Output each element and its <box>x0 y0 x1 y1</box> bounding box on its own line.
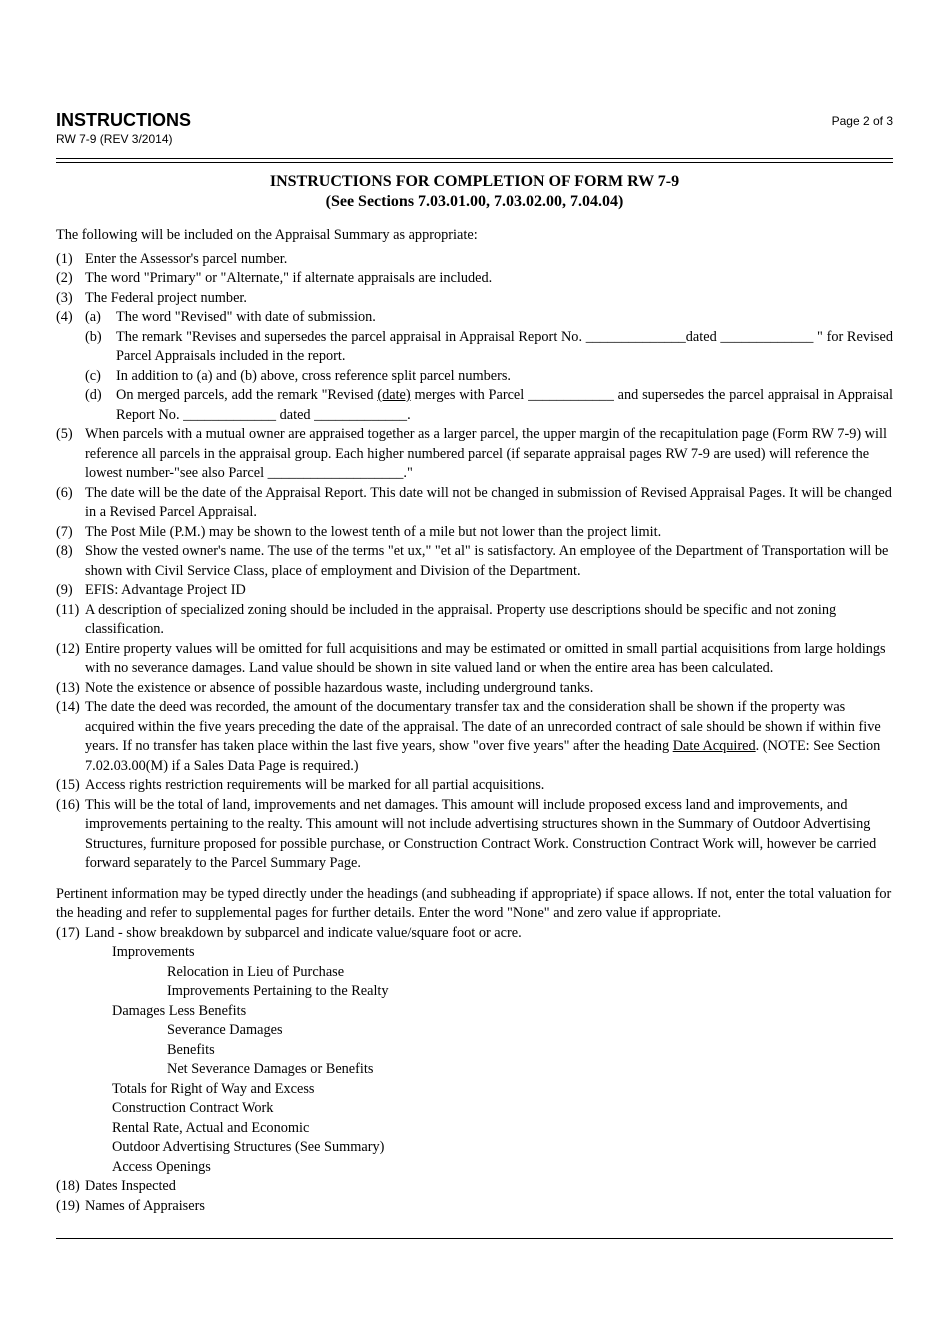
sub-item-text: The remark "Revises and supersedes the parcel appraisal in Appraisal Report No. ______________dated _____________ " for Revised Parcel Appraisals included in the report. <box>116 328 893 364</box>
subheading-benefits: Benefits <box>167 1041 215 1058</box>
item-text: Access rights restriction requirements will be marked for all partial acquisitions. <box>85 777 545 793</box>
item-text: Note the existence or absence of possible hazardous waste, including underground tanks. <box>85 679 594 696</box>
item-text: The date the deed was recorded, the amount of the documentary transfer tax and the consideration shall be shown if the property was acquired within the five years preceding the date of the appraisal. The date of an unrecorded contract of sale should be shown if within five years. If no transfer has taken place within the last five years, show "over five years" after the heading Date Acquired. (NOTE: See Section 7.02.03.00(M) if a Sales Data Page is required.) <box>85 699 881 774</box>
item-number: (13) <box>56 679 80 696</box>
sub-item-text: The word "Revised" with date of submission. <box>116 309 376 325</box>
document-title-line1: INSTRUCTIONS FOR COMPLETION OF FORM RW 7-9 <box>269 173 680 190</box>
list-item-13 <box>56 679 893 699</box>
item-number: (4) <box>56 309 73 325</box>
subheading-net-severance: Net Severance Damages or Benefits <box>167 1061 374 1077</box>
heading-outdoor-advertising: Outdoor Advertising Structures (See Summary) <box>112 1139 385 1155</box>
item-text: Land - show breakdown by subparcel and indicate value/square foot or acre. <box>85 924 522 941</box>
list-item-6 <box>56 484 893 523</box>
item-text: Entire property values will be omitted for full acquisitions and may be estimated or omitted in small partial acquisitions from large holdings with no severance damages. Land value should be shown in site valued land or when the entire area has been calculated. <box>85 640 886 676</box>
sub-item-text: In addition to (a) and (b) above, cross reference split parcel numbers. <box>116 367 511 384</box>
date-acquired-heading: Date Acquired <box>672 738 756 754</box>
intro-text: The following will be included on the Appraisal Summary as appropriate: <box>56 227 478 243</box>
item-text: A description of specialized zoning should be included in the appraisal. Property use descriptions should be specific and not zoning classification. <box>85 601 837 637</box>
form-id: RW 7-9 (REV 3/2014) <box>56 132 173 146</box>
list-item-17 <box>56 924 893 944</box>
item-number: (16) <box>56 796 80 813</box>
instructions-body <box>56 226 893 1216</box>
item-number: (5) <box>56 426 73 442</box>
subheading-improvements-realty: Improvements Pertaining to the Realty <box>167 983 389 999</box>
item-number: (17) <box>56 924 80 941</box>
item-text: This will be the total of land, improvements and net damages. This amount will include proposed excess land and improvements, and improvements pertaining to the realty. This amount will not include advertising structures shown in the Summary of Outdoor Advertising Structures, furniture proposed for possible purchase, or Construction Contract Work. Construction Contract Work will, however be carried forward separately to the Parcel Summary Page. <box>85 796 877 871</box>
item-number: (7) <box>56 523 73 540</box>
item-number: (8) <box>56 543 73 559</box>
header-rule-top <box>56 158 893 159</box>
footer-rule <box>56 1238 893 1239</box>
header-title: INSTRUCTIONS <box>56 110 191 130</box>
sub-item-4b <box>56 328 893 367</box>
item-text: When parcels with a mutual owner are appraised together as a larger parcel, the upper margin of the recapitulation page (Form RW 7-9) will reference all parcels in the appraisal group. Each higher numbered parcel (if separate appraisal pages RW 7-9 are used) will reference the lowest number-"see also Parcel ___________________." <box>85 426 887 481</box>
item-number: (9) <box>56 582 73 598</box>
item-number: (15) <box>56 777 80 793</box>
list-item-9 <box>56 581 893 601</box>
item-text: EFIS: Advantage Project ID <box>85 582 246 598</box>
item-text: The Post Mile (P.M.) may be shown to the lowest tenth of a mile but not lower than the project limit. <box>85 523 662 540</box>
item-number: (3) <box>56 289 73 306</box>
sub-item-letter: (c) <box>85 367 101 384</box>
item-number: (2) <box>56 270 73 286</box>
list-item-16 <box>56 796 893 874</box>
list-item-15 <box>56 776 893 796</box>
list-item-14 <box>56 698 893 776</box>
page-number: Page 2 of 3 <box>831 114 893 128</box>
item-text: Dates Inspected <box>85 1178 176 1194</box>
document-title <box>56 172 893 211</box>
document-title-line2: (See Sections 7.03.01.00, 7.03.02.00, 7.04.04) <box>325 192 624 210</box>
list-item-18 <box>56 1177 893 1197</box>
list-item-7 <box>56 523 893 543</box>
heading-damages-less-benefits: Damages Less Benefits <box>112 1002 247 1019</box>
list-item-5 <box>56 425 893 484</box>
heading-totals: Totals for Right of Way and Excess <box>112 1080 315 1097</box>
item-text: The word "Primary" or "Alternate," if alternate appraisals are included. <box>85 270 493 286</box>
subheading-relocation: Relocation in Lieu of Purchase <box>167 963 345 980</box>
header-rule-bottom <box>56 162 893 163</box>
item-text: The date will be the date of the Appraisal Report. This date will not be changed in submission of Revised Appraisal Pages. It will be changed in a Revised Parcel Appraisal. <box>85 484 892 520</box>
list-item-19 <box>56 1197 893 1217</box>
sub-item-letter: (d) <box>85 387 102 403</box>
heading-construction-contract: Construction Contract Work <box>112 1100 274 1116</box>
item-number: (12) <box>56 640 80 657</box>
pertinent-info-text: Pertinent information may be typed directly under the headings (and subheading if appropriate) if space allows. If not, enter the total valuation for the heading and refer to supplemental pages for further details. Enter the word "None" and zero value if appropriate. <box>56 885 892 921</box>
list-item-8 <box>56 542 893 581</box>
list-item-12 <box>56 640 893 679</box>
item-number: (14) <box>56 699 80 715</box>
list-item-1 <box>56 250 893 270</box>
item-number: (6) <box>56 484 73 501</box>
heading-rental-rate: Rental Rate, Actual and Economic <box>112 1119 310 1136</box>
date-placeholder: (date) <box>377 387 411 403</box>
list-item-3 <box>56 289 893 309</box>
sub-item-4d <box>56 386 893 425</box>
item-number: (18) <box>56 1178 80 1194</box>
list-item-2 <box>56 269 893 289</box>
item-text: Show the vested owner's name. The use of the terms "et ux," "et al" is satisfactory. An employee of the Department of Transportation will be shown with Civil Service Class, place of employment and Division of the Department. <box>85 543 889 579</box>
sub-item-text: On merged parcels, add the remark "Revised (date) merges with Parcel ____________ and supersedes the parcel appraisal in Appraisal Report No. _____________ dated _____________. <box>116 387 893 423</box>
item-number: (1) <box>56 250 73 267</box>
item-number: (19) <box>56 1197 80 1214</box>
subheading-severance-damages: Severance Damages <box>167 1022 283 1038</box>
sub-item-4c <box>56 367 893 387</box>
heading-improvements: Improvements <box>112 944 195 960</box>
item-text: Enter the Assessor's parcel number. <box>85 250 288 267</box>
sub-item-letter: (a) <box>85 309 101 325</box>
item-number: (11) <box>56 601 80 618</box>
sub-item-letter: (b) <box>85 328 102 345</box>
item-text: Names of Appraisers <box>85 1197 205 1214</box>
item-text: The Federal project number. <box>85 289 247 306</box>
heading-access-openings: Access Openings <box>112 1158 211 1175</box>
list-item-11 <box>56 601 893 640</box>
list-item-4 <box>56 308 893 328</box>
